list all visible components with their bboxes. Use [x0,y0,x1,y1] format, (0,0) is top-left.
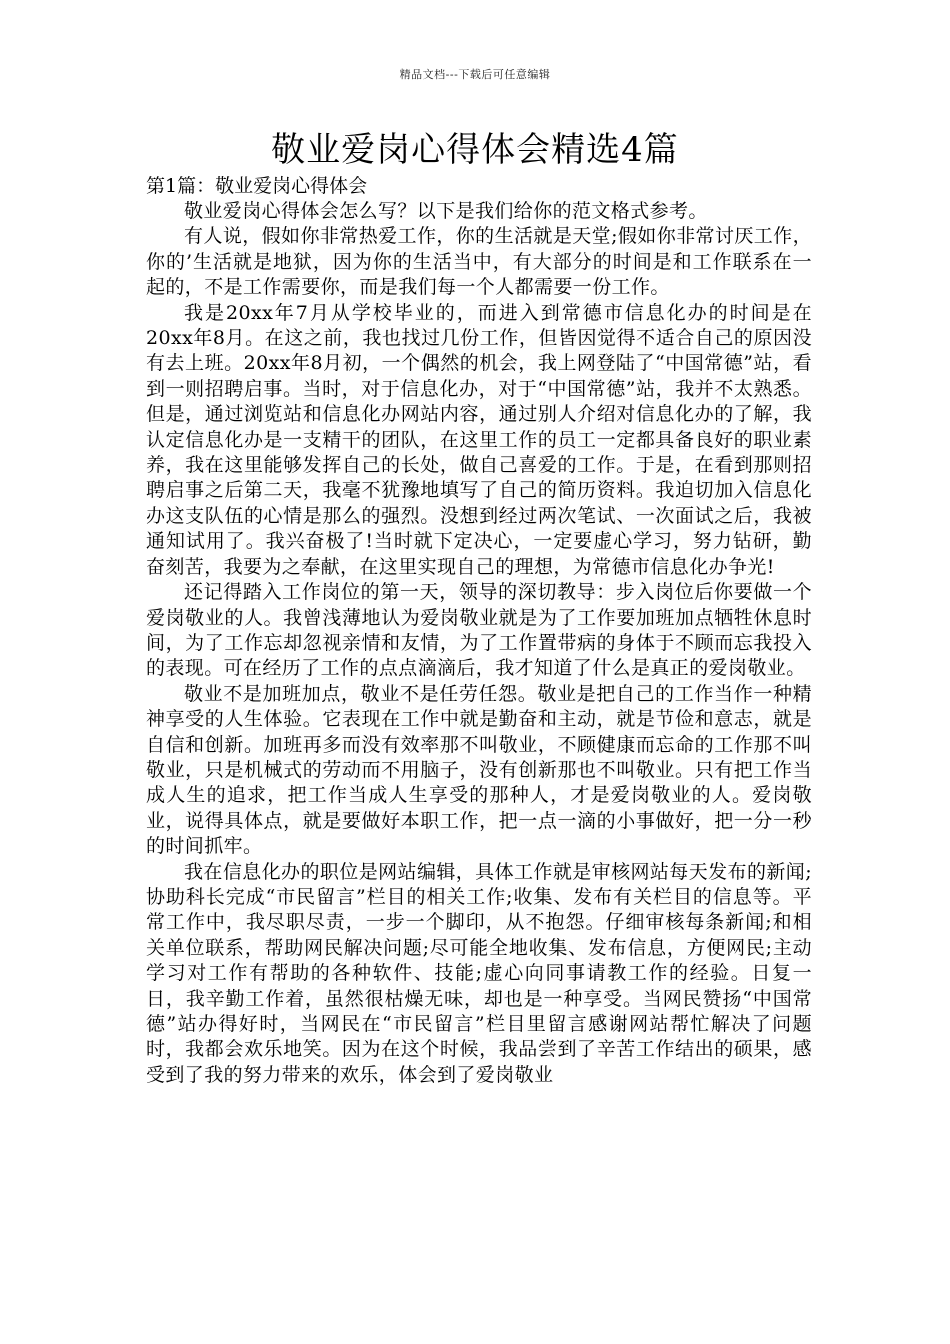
paragraph-joining: 我是20xx年7月从学校毕业的，而进入到常德市信息化办的时间是在20xx年8月。在这之前，我也找过几份工作，但皆因觉得不适合自己的原因没有去上班。20xx年8月初，一个偶然的机会，我上网登陆了“中国常德”站，看到一则招聘启事。当时，对于信息化办，对于“中国常德”站，我并不太熟悉。但是，通过浏览站和信息化办网站内容，通过别人介绍对信息化办的了解，我认定信息化办是一支精干的团队，在这里工作的员工一定都具备良好的职业素养，我在这里能够发挥自己的长处，做自己喜爱的工作。于是，在看到那则招聘启事之后第二天，我毫不犹豫地填写了自己的简历资料。我迫切加入信息化办这支队伍的心情是那么的强烈。没想到经过两次笔试、一次面试之后，我被通知试用了。我兴奋极了!当时就下定决心，一定要虚心学习，努力钻研，勤奋刻苦，我要为之奉献，在这里实现自己的理想，为常德市信息化办争光! [146,301,812,578]
document-body [146,174,812,1088]
document-title: 敬业爱岗心得体会精选4篇 [271,130,679,170]
section-heading: 第1篇：敬业爱岗心得体会 [146,175,368,197]
header-note: 精品文档---下载后可任意编辑 [399,68,551,81]
paragraph-editor-role: 我在信息化办的职位是网站编辑，具体工作就是审核网站每天发布的新闻;协助科长完成“市民留言”栏目的相关工作;收集、发布有关栏目的信息等。平常工作中，我尽职尽责，一步一个脚印，从不抱怨。仔细审核每条新闻;和相关单位联系，帮助网民解决问题;尽可能全地收集、发布信息，方便网民;主动学习对工作有帮助的各种软件、技能;虚心向同事请教工作的经验。日复一日，我辛勤工作着，虽然很枯燥无味，却也是一种享受。当网民赞扬“中国常德”站办得好时，当网民在“市民留言”栏目里留言感谢网站帮忙解决了问题时，我都会欢乐地笑。因为在这个时候，我品尝到了辛苦工作结出的硕果，感受到了我的努力带来的欢乐，体会到了爱岗敬业 [146,860,812,1086]
paragraph-first-day: 还记得踏入工作岗位的第一天，领导的深切教导：步入岗位后你要做一个爱岗敬业的人。我曾浅薄地认为爱岗敬业就是为了工作要加班加点牺牲休息时间，为了工作忘却忽视亲情和友情，为了工作置带病的身体于不顾而忘我投入的表现。可在经历了工作的点点滴滴后，我才知道了什么是真正的爱岗敬业。 [146,581,812,680]
paragraph-work-love: 有人说，假如你非常热爱工作，你的生活就是天堂;假如你非常讨厌工作，你的’生活就是地狱，因为你的生活当中，有大部分的时间是和工作联系在一起的，不是工作需要你，而是我们每一个人都需要一份工作。 [146,225,812,299]
paragraph-intro: 敬业爱岗心得体会怎么写？以下是我们给你的范文格式参考。 [184,200,708,222]
paragraph-dedication: 敬业不是加班加点，敬业不是任劳任怨。敬业是把自己的工作当作一种精神享受的人生体验。它表现在工作中就是勤奋和主动，就是节俭和意志，就是自信和创新。加班再多而没有效率那不叫敬业，不顾健康而忘命的工作那不叫敬业，只是机械式的劳动而不用脑子，没有创新那也不叫敬业。只有把工作当成人生的追求，把工作当成人生享受的那种人，才是爱岗敬业的人。爱岗敬业，说得具体点，就是要做好本职工作，把一点一滴的小事做好，把一分一秒的时间抓牢。 [146,682,812,858]
